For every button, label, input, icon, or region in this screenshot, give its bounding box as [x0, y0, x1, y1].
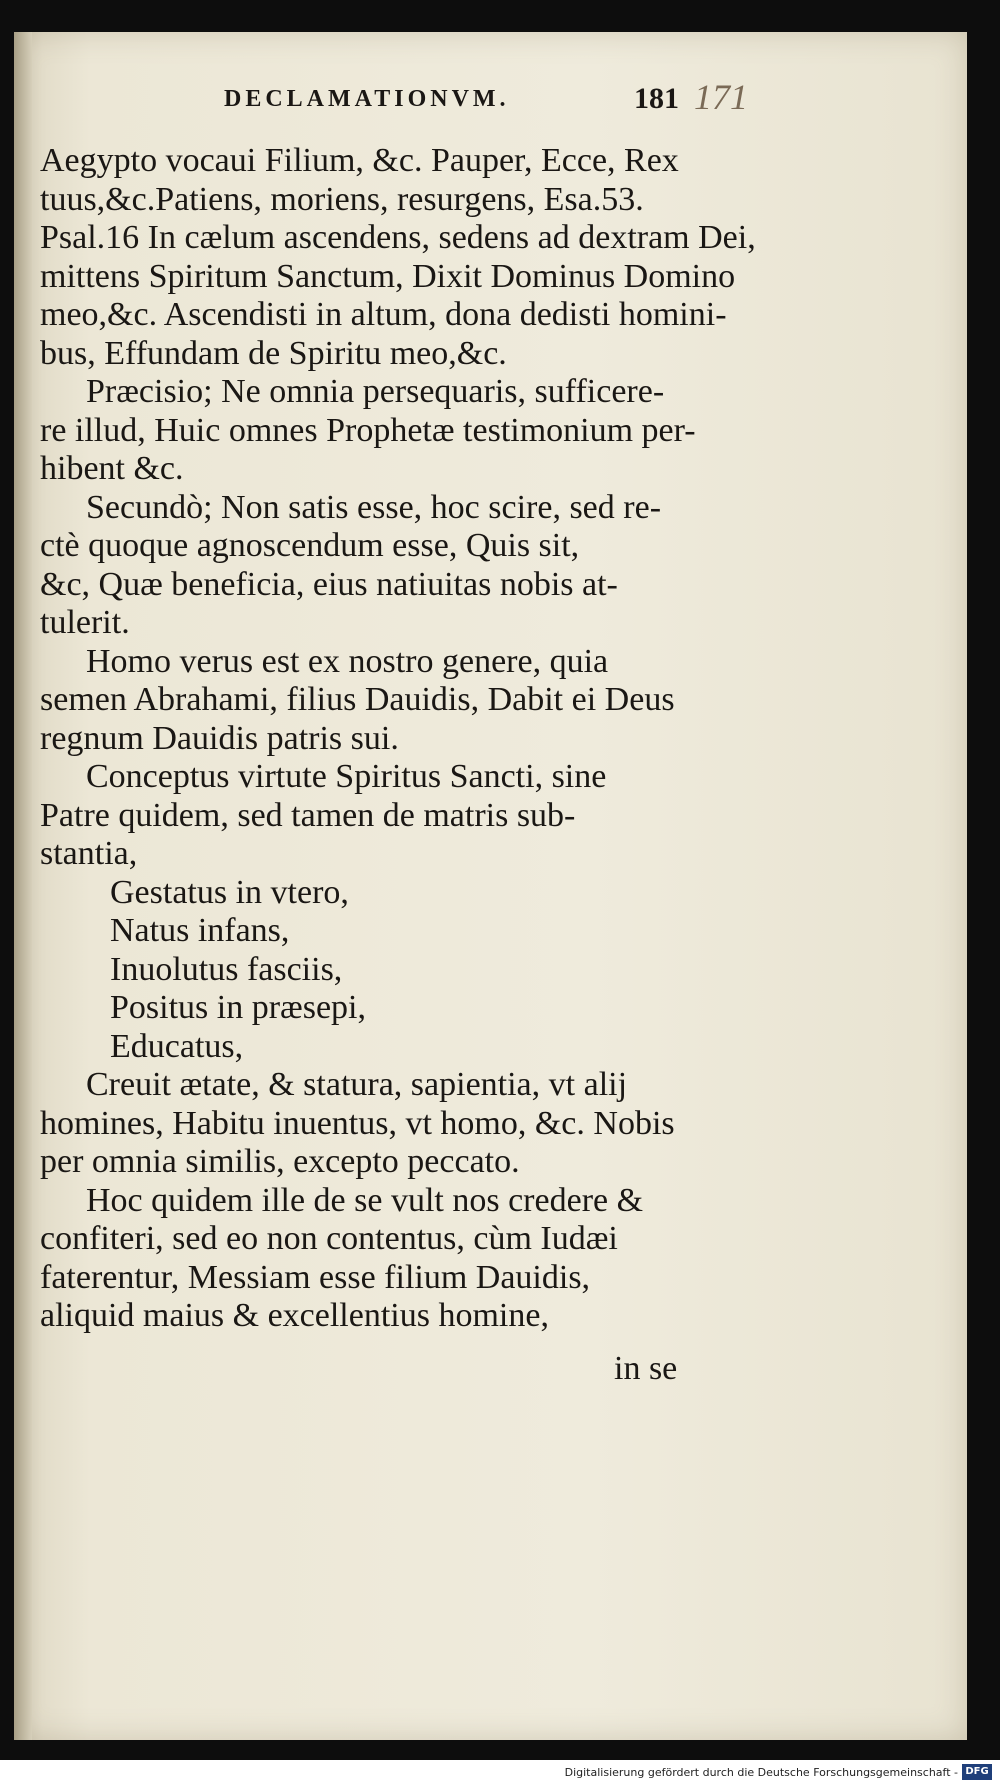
- text-line: stantia,: [40, 835, 138, 872]
- text-line: bus, Effundam de Spiritu meo,&c.: [40, 334, 507, 372]
- body-text: [40, 142, 756, 1336]
- dfg-logo: DFG: [962, 1764, 992, 1780]
- text-line: Creuit ætate, & statura, sapientia, vt alij: [86, 1066, 628, 1103]
- text-line: Conceptus virtute Spiritus Sancti, sine: [86, 758, 607, 795]
- text-line: regnum Dauidis patris sui.: [40, 719, 399, 757]
- page-header: [14, 74, 967, 122]
- digitization-credit: Digitalisierung gefördert durch die Deutsche Forschungsgemeinschaft -: [564, 1766, 958, 1779]
- page-number: 181: [634, 82, 679, 115]
- text-line: &c, Quæ beneficia, eius natiuitas nobis at-: [40, 565, 618, 603]
- text-line: Secundò; Non satis esse, hoc scire, sed re-: [86, 488, 662, 526]
- text-line: Gestatus in vtero,: [110, 873, 349, 911]
- text-line: hibent &c.: [40, 450, 184, 487]
- text-line: Homo verus est ex nostro genere, quia: [86, 642, 609, 680]
- text-line: ctè quoque agnoscendum esse, Quis sit,: [40, 527, 580, 564]
- running-head: DECLAMATIONVM.: [224, 86, 510, 112]
- text-line: homines, Habitu inuentus, vt homo, &c. Nobis: [40, 1104, 675, 1142]
- text-line: per omnia similis, excepto peccato.: [40, 1143, 520, 1180]
- text-line: aliquid maius & excellentius homine,: [40, 1297, 549, 1334]
- text-line: Psal.16 In cælum ascendens, sedens ad dextram Dei,: [40, 219, 756, 256]
- text-line: Præcisio; Ne omnia persequaris, sufficere-: [86, 373, 665, 410]
- text-line: Educatus,: [110, 1027, 244, 1065]
- text-line: Positus in præsepi,: [110, 989, 366, 1026]
- text-line: Natus infans,: [110, 912, 290, 949]
- book-page: [14, 32, 967, 1740]
- text-line: re illud, Huic omnes Prophetæ testimonium per-: [40, 411, 696, 449]
- text-line: Inuolutus fasciis,: [110, 950, 343, 988]
- text-line: tulerit.: [40, 604, 130, 641]
- page-gutter: [14, 32, 32, 1740]
- text-line: confiteri, sed eo non contentus, cùm Iudæi: [40, 1220, 618, 1257]
- catchword: in se: [614, 1350, 678, 1387]
- text-line: mittens Spiritum Sanctum, Dixit Dominus Domino: [40, 257, 736, 295]
- text-line: Hoc quidem ille de se vult nos credere &: [86, 1181, 644, 1219]
- text-line: Patre quidem, sed tamen de matris sub-: [40, 796, 576, 834]
- text-line: tuus,&c.Patiens, moriens, resurgens, Esa.53.: [40, 180, 644, 218]
- text-line: meo,&c. Ascendisti in altum, dona dedisti homini-: [40, 296, 727, 333]
- text-line: faterentur, Messiam esse filium Dauidis,: [40, 1258, 591, 1296]
- text-line: semen Abrahami, filius Dauidis, Dabit ei Deus: [40, 681, 675, 718]
- footer-bar: [0, 1760, 1000, 1788]
- handwritten-page-number: 171: [694, 77, 748, 117]
- text-line: Aegypto vocaui Filium, &c. Pauper, Ecce, Rex: [40, 142, 679, 179]
